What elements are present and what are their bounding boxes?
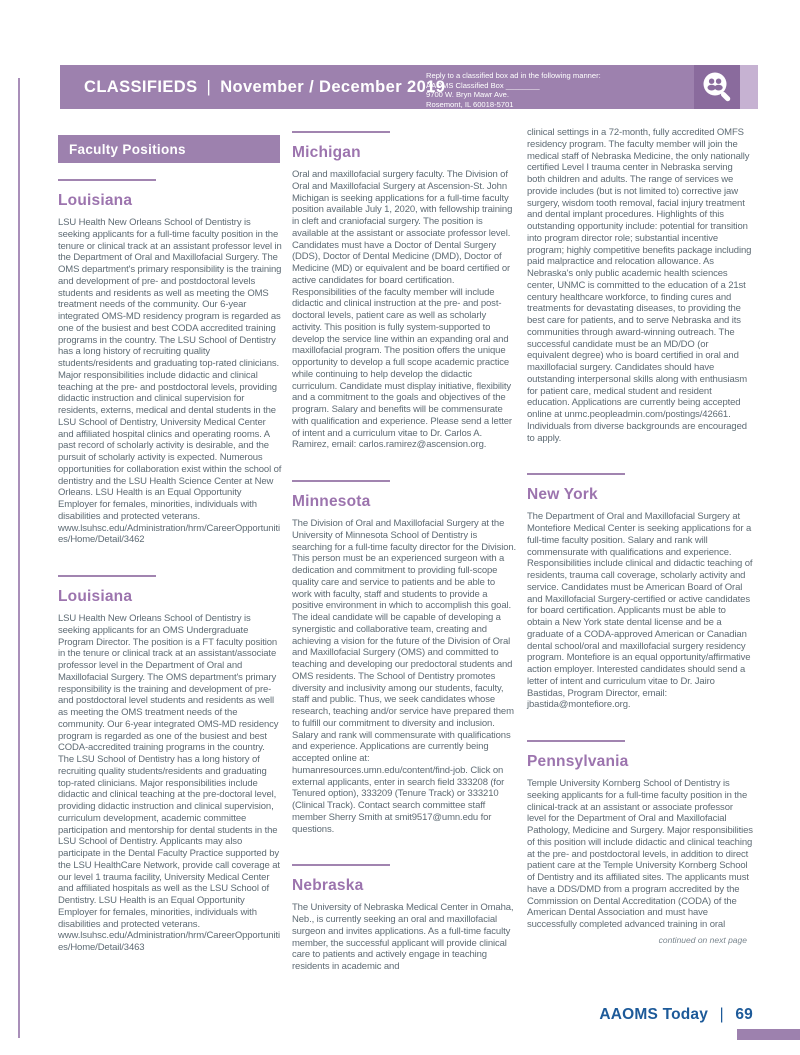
footer-brand: AAOMS Today [599,1006,709,1023]
listing-body: The Department of Oral and Maxillofacial Surgery at Montefiore Medical Center is seeking applications for a full-time faculty position. Salary and rank will commensurate with qualifications and experience. Responsibilities include clinical and didactic teaching of residents, trauma call coverage, scholarly activity and service. Candidates must be American Board of Oral and Maxillofacial Surgery-certified or active candidates for board certification. Applicants must be able to obtain a New York state dental license and be a graduate of a CODA-approved American or Canadian dental school/oral and maxillofacial surgery residency program. Montefiore is an equal opportunity/affirmative action employer. Interested candidates should send a letter of intent and curriculum vitae to Dr. Jairo Bastidas, Program Director, email: jbastida@montefiore.org. [527,511,753,711]
section-divider [292,864,390,866]
section-divider [58,575,156,577]
listing-body: Temple University Kornberg School of Dentistry is seeking applicants for a full-time faculty position in the clinical-track at an assistant or associate professor level for the Department of Oral and Maxillofacial Pathology, Medicine and Surgery. Major responsibilities of this position will include didactic and clinical teaching at the pre- and postdoctoral levels, in addition to direct patient care at the Temple University Kornberg School of Dentistry and its affiliated sites. The applicants must have a DDS/DMD from a program accredited by the Commission on Dental Accreditation (CODA) of the American Dental Association and must have successfully completed advanced training in oral [527,778,753,930]
listing-body: LSU Health New Orleans School of Dentistry is seeking applicants for a full-time faculty position in the tenure or clinical track at an assistant professor level in the Department of Oral and Maxillofacial Surgery. The OMS department's primary responsibility is the training and development of pre- and postdoctoral levels students and residents as well as meeting the OMS treatment needs of the community. Our 6-year integrated OMS-MD residency program is regarded as one of the busiest and best CODA accredited training programs in the country. The LSU School of Dentistry has a long history of recruiting quality students/residents and graduating top-rated clinicians. Major responsibilities include didactic and clinical teaching at the pre- and postdoctoral levels, providing didactic instruction and clinical supervision for residents, externs, medical and dental students in the LSU School of Dentistry, University Medical Center and affiliated hospital clinics and operating rooms. A past record of scholarly activity is desirable, and the pursuit of scholarly activity is expected. Numerous opportunities for collaboration exist within the school of dentistry and the LSU Health Science Center at New Orleans. LSU Health is an Equal Opportunity Employer for females, minorities, individuals with disabilities and protected veterans. www.lsuhsc.edu/Administration/hrm/CareerOpportunities/Home/Detail/3462 [58,217,282,546]
state-heading: Louisiana [58,192,133,209]
column-1 [58,179,283,954]
state-heading: Nebraska [292,877,364,895]
state-heading: Louisiana [58,588,133,605]
header-issue-text: November / December 2019 [220,77,446,96]
footer-separator: | [719,1006,724,1023]
header-bar-right-cap [740,65,758,109]
reply-line: Rosemont, IL 60018-5701 [426,100,514,110]
listing-body-continued: clinical settings in a 72-month, fully accredited OMFS residency program. The faculty member will join the medical staff of Nebraska Medicine, the only nationally certified Level I trauma center in Nebraska serving both children and adults. The range of services we provide includes (but is not limited to) corrective jaw surgery, wisdom tooth removal, facial injury treatment and dental implant procedures. Highlights of this outstanding opportunity include: potential for transition into program director role; substantial incentive program; highly competitive benefits package including paid malpractice and relocation allowance. As Nebraska's only public academic health sciences center, UNMC is committed to the education of a 21st century healthcare workforce, to finding cures and treatments for devastating diseases, to providing the best care for patients, and to serve Nebraska and its communities through award-winning outreach. The successful candidate must be an MD/DO (or equivalent degree) who is board certified in oral and maxillofacial surgery. Candidates should have outstanding interpersonal skills along with enthusiasm for patient care, medical student and resident education. Applications are currently being accepted online at unmc.peopleadmin.com/postings/42661. Individuals from diverse backgrounds are encouraged to apply. [527,127,752,444]
header-title-separator: | [206,77,212,96]
section-divider [292,480,390,482]
listing-nebraska-continued [527,127,753,444]
header-icon-square [694,65,740,109]
classifieds-header-bar [60,65,740,109]
listing-body: The University of Nebraska Medical Center in Omaha, Neb., is currently seeking an oral and maxillofacial surgeon and invites applications. As a full-time faculty member, the successful applicant will provide clinical care to patients and actively engage in teaching residents in academic and [292,902,514,972]
header-title-text: CLASSIFIEDS [84,77,198,96]
state-heading: Michigan [292,144,361,161]
reply-line: Reply to a classified box ad in the following manner: [426,71,601,80]
listing-body: Oral and maxillofacial surgery faculty. The Division of Oral and Maxillofacial Surgery at Ascension-St. John Michigan is seeking applications for a full-time faculty position available July 1, 2020, with fellowship training in cleft and craniofacial surgery. The position is available at the assistant or associate professor level. Candidates must have a Doctor of Dental Surgery (DDS), Doctor of Dental Medicine (DMD), Doctor of Medicine (MD) or equivalent and be board certified or active candidates for board certification. Responsibilities of the faculty member will include didactic and clinical instruction at the pre- and post-doctoral levels, patient care as well as scholarly activity. This position is fully system-supported to develop the service line within an expanding oral and maxillofacial program. The position offers the unique opportunity to develop a full scope academic practice while continuing to help develop the didactic curriculum. Candidate must display initiative, flexibility and a commitment to the goals and objectives of the program. Salary and benefits will be commensurate with qualification and experience. Please send a letter of intent and a curriculum vitae to Dr. Carlos A. Ramirez, email: carlos.ramirez@ascension.org. [292,169,513,451]
faculty-positions-section-header [58,135,280,163]
footer-page-number: 69 [735,1006,753,1023]
state-heading: Pennsylvania [527,753,629,770]
classifieds-header-title [84,65,445,109]
listing-louisiana-2 [58,575,283,954]
listing-body: LSU Health New Orleans School of Dentistry is seeking applicants for an OMS Undergraduate Program Director. The position is a FT faculty position in the tenure or clinical track at an assistant/associate professor level in the Department of Oral and Maxillofacial Surgery. The OMS department's primary responsibility is the training and development of pre- and postdoctoral level students and residents as well as meeting the OMS treatment needs of the community. Our 6-year integrated OMS-MD residency program is regarded as one of the busiest and best CODA-accredited training programs in the country. The LSU School of Dentistry has a long history of recruiting quality students/residents and graduating top-rated clinicians. Major responsibilities include didactic and clinical teaching at the pre-doctoral level, providing didactic instruction and clinical supervision, curriculum development, academic committee participation and mentorship for dental students in the LSU School of Dentistry. Applicants may also participate in the Dental Faculty Practice supported by the LSU HealthCare Network, provide call coverage at our level 1 trauma facility, University Medical Center and affiliated hospitals as well as the LSU School of Dentistry. LSU Health is an Equal Opportunity Employer for females, minorities, individuals with disabilities and protected veterans. www.lsuhsc.edu/Administration/hrm/CareerOpportunities/Home/Detail/3463 [58,613,280,953]
faculty-positions-label: Faculty Positions [69,141,186,157]
search-people-icon [698,68,736,106]
listing-body: The Division of Oral and Maxillofacial Surgery at the University of Minnesota School of Dentistry is searching for a full-time faculty director for the Division. This person must be an experienced surgeon with a dedication and commitment to providing full-scope quality care and service to patients and be able to work with faculty, staff and students to provide a positive environment in which to accomplish this goal. The ideal candidate will be capable of developing a synergistic and collaborative team, creating and achieving a vision for the future of the Division of Oral and Maxillofacial Surgery (OMS) and committed to teaching and developing our predoctoral students and OMS residents. The School of Dentistry promotes diversity and inclusivity among our students, faculty, staff and public. Thus, we seek candidates whose research, teaching and/or service have prepared them to fulfill our commitment to diversity and inclusion. Salary and rank will commensurate with qualifications and experience. Applications are currently being accepted online at: humanresources.umn.edu/content/find-job. Click on external applicants, enter in search field 333208 (for Tenured option), 333209 (Tenure Track) or 333210 (Clinical Track). Contact search committee staff member Sherry Smith at smit9517@umn.edu for questions. [292,518,517,835]
page-footer [527,1006,753,1024]
column-3 [527,127,753,945]
reply-line: AAOMS Classified Box ________ [426,80,540,90]
left-accent-stripe [18,78,20,1038]
section-divider [527,473,625,475]
listing-michigan [292,131,517,451]
reply-line: 9700 W. Bryn Mawr Ave. [426,90,510,100]
section-divider [292,131,390,133]
listing-pennsylvania [527,740,753,945]
column-2 [292,131,517,973]
listing-nebraska [292,864,517,973]
bottom-right-accent-bar [737,1029,800,1040]
state-heading: New York [527,486,598,504]
section-divider [58,179,156,181]
continued-on-next-page-note: continued on next page [658,934,747,945]
classified-reply-instructions [426,71,601,110]
state-heading: Minnesota [292,493,371,510]
section-divider [527,740,625,742]
listing-louisiana-1 [58,179,283,546]
listing-minnesota [292,480,517,835]
listing-new-york [527,473,753,711]
